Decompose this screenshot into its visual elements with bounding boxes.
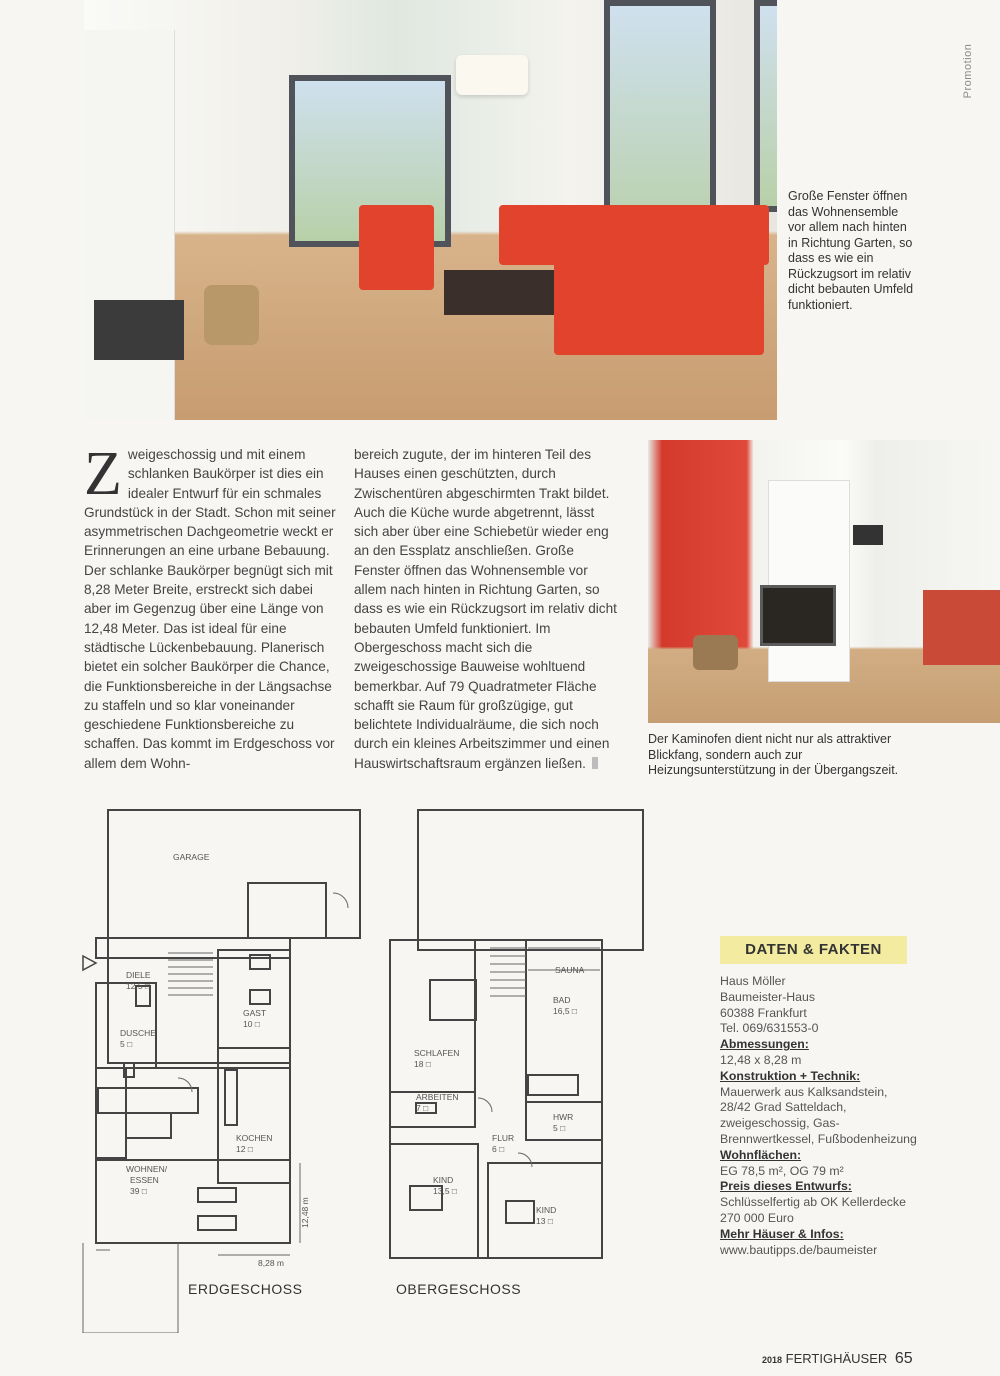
room-kind-1: KIND xyxy=(433,1175,454,1185)
dim-width: 8,28 m xyxy=(258,1258,284,1268)
end-mark xyxy=(592,757,598,769)
room-diele-area: 12,5 □ xyxy=(126,981,151,991)
facts-website: www.bautipps.de/baumeister xyxy=(720,1242,878,1257)
room-wohnen-area: 39 □ xyxy=(130,1186,147,1196)
room-diele: DIELE xyxy=(126,970,151,980)
ground-floor-label: ERDGESCHOSS xyxy=(188,1281,303,1297)
dropcap: Z xyxy=(84,440,122,508)
room-wohnen-line1: WOHNEN/ xyxy=(126,1164,168,1174)
room-bad: BAD xyxy=(553,995,571,1005)
room-flur-area: 6 □ xyxy=(492,1144,505,1154)
room-schlafen: SCHLAFEN xyxy=(414,1048,460,1058)
room-dusche-area: 5 □ xyxy=(120,1039,133,1049)
room-kind-2: KIND xyxy=(536,1205,557,1215)
facts-dimensions-heading: Abmessungen: xyxy=(720,1037,809,1052)
facts-price-heading: Preis dieses Entwurfs: xyxy=(720,1179,852,1194)
room-flur: FLUR xyxy=(492,1133,515,1143)
page-footer: 2018 FERTIGHÄUSER 65 xyxy=(762,1350,913,1367)
promotion-tag: Promotion xyxy=(962,43,974,99)
room-hwr-area: 5 □ xyxy=(553,1123,566,1133)
room-kochen: KOCHEN xyxy=(236,1133,273,1143)
facts-living-area-heading: Wohnflächen: xyxy=(720,1147,802,1162)
room-garage: GARAGE xyxy=(173,852,210,862)
page-number: 65 xyxy=(894,1350,913,1367)
dim-length: 12,48 m xyxy=(300,1197,310,1228)
living-room-photo xyxy=(84,0,777,420)
room-schlafen-area: 18 □ xyxy=(414,1059,431,1069)
room-gast-area: 10 □ xyxy=(243,1019,260,1029)
room-hwr: HWR xyxy=(553,1112,574,1122)
room-bad-area: 16,5 □ xyxy=(553,1006,578,1016)
facts-more-heading: Mehr Häuser & Infos: xyxy=(720,1226,844,1241)
facts-heading: DATEN & FAKTEN xyxy=(720,936,907,964)
ground-floor-plan xyxy=(78,808,368,1333)
upper-floor-plan xyxy=(388,808,648,1298)
upper-floor-label: OBERGESCHOSS xyxy=(396,1281,522,1297)
room-dusche: DUSCHE xyxy=(120,1028,156,1038)
room-wohnen-line2: ESSEN xyxy=(130,1175,159,1185)
room-arbeiten-area: 7 □ xyxy=(416,1103,429,1113)
room-arbeiten: ARBEITEN xyxy=(416,1092,459,1102)
room-kind-1-area: 13,5 □ xyxy=(433,1186,458,1196)
article-column-2: bereich zugute, der im hinteren Teil des Hauses einen geschützten, durch Zwischentüren abgeschirmten Trakt bildet. Auch die Küche wurde abgetrennt, lässt sich aber über eine Schiebetür wieder eng an den Essplatz anschließen. Große Fenster öffnen das Wohnensemble vor allem nach hinten in Richtung Garten, so dass es wie ein Rückzugsort im relativ dicht bebauten Umfeld funktioniert. Im Obergeschoss macht sich die zweigeschossige Bauweise wohltuend bemerkbar. Auf 79 Quadratmeter Fläche schafft sie Raum für großzügige, gut belichtete Individualräume, die sich noch durch ein kleines Arbeitszimmer und einen Hauswirtschaftsraum ergänzen ließen. xyxy=(354,447,617,771)
room-kochen-area: 12 □ xyxy=(236,1144,253,1154)
room-kind-2-area: 13 □ xyxy=(536,1216,553,1226)
room-gast: GAST xyxy=(243,1008,267,1018)
facts-construction-heading: Konstruktion + Technik: xyxy=(720,1068,861,1083)
fireplace-photo xyxy=(648,440,1000,723)
fireplace-caption: Der Kaminofen dient nicht nur als attraktiver Blickfang, sondern auch zur Heizungsunterstützung in der Übergangszeit. xyxy=(648,732,899,777)
article-column-1: Zweigeschossig und mit einem schlanken Baukörper ist dies ein idealer Entwurf für ein schmales Grundstück in der Stadt. Schon mit seiner asymmetrischen Dachgeometrie weckt er Erinnerungen an eine urbane Bebauung. Der schlanke Baukörper begnügt sich mit 8,28 Meter Breite, erstreckt sich dabei aber im Gegenzug über eine Länge von 12,48 Meter. Das ist ideal für eine städtische Lückenbebauung. Planerisch bietet ein solcher Baukörper die Chance, die Funktionsbereiche in der Längsachse zu staffeln und so klar voneinander geschiedene Funktionsbereiche zu schaffen. Das kommt im Erdgeschoss vor allem dem Wohn- xyxy=(84,440,336,771)
facts-list: Haus Möller Baumeister-Haus 60388 Frankfurt Tel. 069/631553-0 Abmessungen: 12,48 x 8,28 m Konstruktion + Technik: Mauerwerk aus Kalksandstein, 28/42 Grad Satteldach, zweigeschossig, Gas-Brennwertkessel, Fußbodenheizung Wohnflächen: EG 78,5 m², OG 79 m² Preis dieses Entwurfs: Schlüsselfertig ab OK Kellerdecke 270 000 Euro Mehr Häuser & Infos: www.bautipps.de/baumeister xyxy=(720,974,920,1258)
main-photo-caption: Große Fenster öffnen das Wohnensemble vor allem nach hinten in Richtung Garten, so dass es wie ein Rückzugsort im relativ dicht bebauten Umfeld funktioniert. xyxy=(788,189,914,312)
room-sauna: SAUNA xyxy=(555,965,585,975)
